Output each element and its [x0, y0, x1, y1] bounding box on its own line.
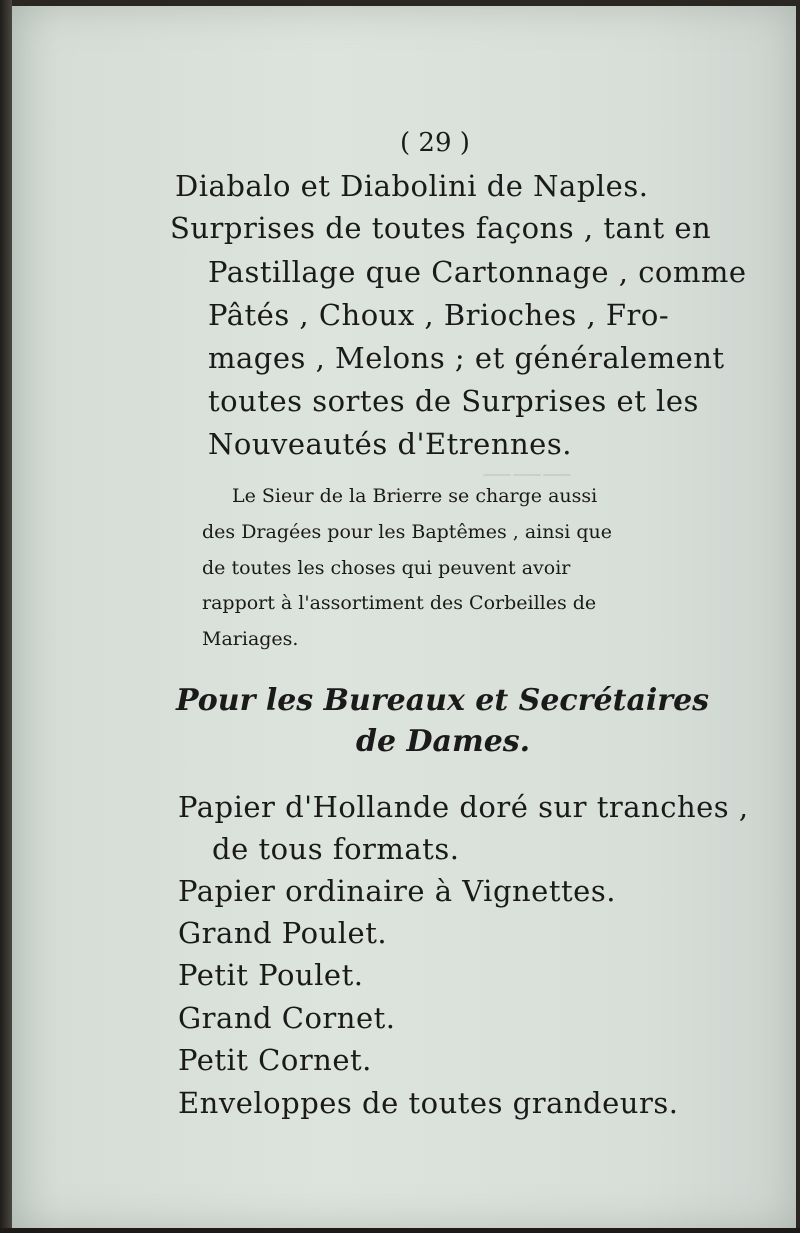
book-page	[12, 6, 796, 1228]
text-line: mages , Melons ; et généralement	[208, 341, 725, 375]
notice-line: rapport à l'assortiment des Corbeilles de	[202, 592, 597, 614]
list-item: Petit Poulet.	[178, 958, 364, 992]
text-line: toutes sortes de Surprises et les	[208, 384, 699, 418]
text-line: Pâtés , Choux , Brioches , Fro-	[208, 298, 670, 332]
list-item: Petit Cornet.	[178, 1043, 372, 1077]
page-bottom-edge	[0, 1228, 800, 1233]
page-number: ( 29 )	[400, 128, 470, 158]
notice-line: Mariages.	[202, 628, 299, 650]
book-spine	[0, 0, 12, 1233]
list-item: Papier ordinaire à Vignettes.	[178, 874, 616, 908]
text-line: Nouveautés d'Etrennes.	[208, 427, 572, 461]
section-heading: Pour les Bureaux et Secrétaires	[176, 683, 710, 718]
text-line: Surprises de toutes façons , tant en	[170, 211, 712, 245]
list-item: Grand Poulet.	[178, 916, 388, 950]
section-heading: de Dames.	[356, 724, 531, 759]
list-item: de tous formats.	[212, 832, 460, 866]
text-line: Diabalo et Diabolini de Naples.	[175, 169, 649, 203]
list-item: Papier d'Hollande doré sur tranches ,	[178, 790, 749, 824]
notice-line: Le Sieur de la Brierre se charge aussi	[232, 485, 598, 507]
text-line: Pastillage que Cartonnage , comme	[208, 255, 747, 289]
list-item: Enveloppes de toutes grandeurs.	[178, 1086, 679, 1120]
show-through-text: ———	[482, 456, 572, 491]
list-item: Grand Cornet.	[178, 1001, 396, 1035]
notice-line: des Dragées pour les Baptêmes , ainsi que	[202, 521, 612, 543]
notice-line: de toutes les choses qui peuvent avoir	[202, 557, 571, 579]
